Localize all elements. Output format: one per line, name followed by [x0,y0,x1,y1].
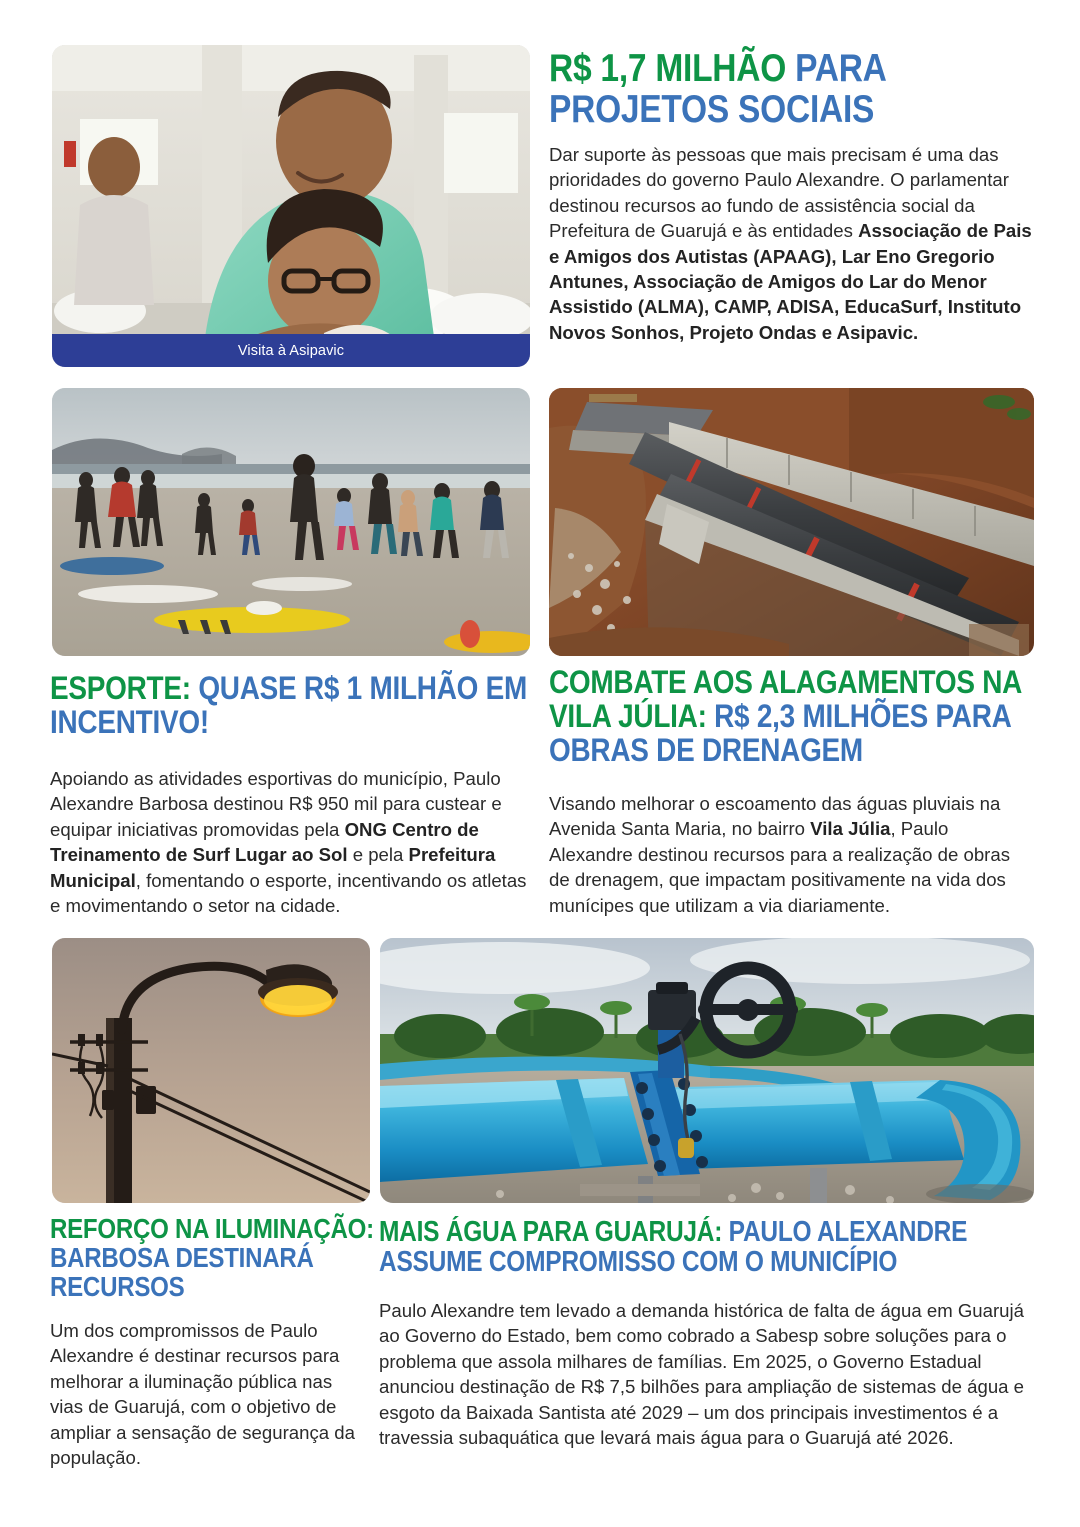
headline-drainage-blue: R$ 2,3 MILHÕES PARA OBRAS DE DRENAGEM [549,697,1011,768]
body-water: Paulo Alexandre tem levado a demanda histórica de falta de água em Guarujá ao Governo do Estado, bem como cobrado a Sabesp sobre soluções para o problema que assola milhares de famílias. Em 2025, o Governo Estadual anunciou destinação de R$ 7,5 bilhões para ampliação de sistemas de água e esgoto da Baixada Santista até 2029 – um dos principais investimentos é a travessia subaquática que levará mais água para o Guarujá até 2026. [379,1300,1025,1448]
body-lighting: Um dos compromissos de Paulo Alexandre é destinar recursos para melhorar a iluminação pública nas vias de Guarujá, com o objetivo de ampliar a sensação de segurança da população. [50,1320,355,1468]
photo-surf-beach [52,388,530,656]
photo-caption-asipavic: Visita à Asipavic [52,334,530,367]
headline-drainage [549,666,1056,767]
headline-sport-blue: QUASE R$ 1 MILHÃO EM INCENTIVO! [50,670,528,740]
body-drainage-part1: Visando melhorar o escoamento das águas pluviais na Avenida Santa Maria, no bairro [549,793,1001,840]
headline-sport [50,672,549,740]
body-drainage [549,791,1035,918]
headline-sport-green: ESPORTE: [50,670,199,706]
photo-water-pipeline [380,938,1034,1203]
headline-water-blue: PAULO ALEXANDRE ASSUME COMPROMISSO COM O MUNICÍPIO [379,1216,968,1278]
body-sport-part3: , fomentando o esporte, incentivando os atletas e movimentando o setor na cidade. [50,869,527,916]
headline-drainage-green: COMBATE AOS ALAGAMENTOS NA VILA JÚLIA: [549,664,1022,734]
body-drainage-neighborhood: Vila Júlia [810,818,891,840]
photo-asipavic-visit [52,45,530,367]
body-sport-part2: e pela [347,844,409,866]
headline-water [379,1218,1050,1277]
photo-drainage-pipes [549,388,1034,656]
photo-street-lamp [52,938,370,1203]
headline-water-green: MAIS ÁGUA PARA GUARUJÁ: [379,1216,729,1248]
body-sport-part1: Apoiando as atividades esportivas do município, Paulo Alexandre Barbosa destinou R$ 950 mil para custear e equipar iniciativas promovidas pela [50,768,502,840]
body-sport-ong: ONG Centro de Treinamento de Surf Lugar ao Sol [50,818,479,866]
headline-social-green: R$ 1,7 MILHÃO [549,47,796,90]
headline-social-blue: PARA PROJETOS SOCIAIS [549,47,886,131]
headline-lighting [50,1214,411,1301]
headline-lighting-green: REFORÇO NA ILUMINAÇÃO: [50,1213,374,1244]
body-sport-prefeitura: Prefeitura Municipal [50,844,496,891]
body-social-part1: Dar suporte às pessoas que mais precisam é uma das prioridades do governo Paulo Alexandre. O parlamentar destinou recursos ao fundo de assistência social da Prefeitura de Guarujá e às entidades [549,144,1009,242]
headline-social-projects [549,49,1048,130]
body-drainage-part2: , Paulo Alexandre destinou recursos para a realização de obras de drenagem, que impactam positivamente na vida dos munícipes que utilizam a via diariamente. [549,818,1010,916]
body-social-projects [549,142,1033,345]
headline-lighting-blue: BARBOSA DESTINARÁ RECURSOS [50,1242,314,1303]
body-social-entities: Associação de Pais e Amigos dos Autistas (APAAG), Lar Eno Gregorio Antunes, Associação de Amigos do Lar do Menor Assistido (ALMA), CAMP, ADISA, EducaSurf, Instituto Novos Sonhos, Projeto Ondas e Asipavic. [549,220,1032,343]
body-sport [50,766,534,918]
